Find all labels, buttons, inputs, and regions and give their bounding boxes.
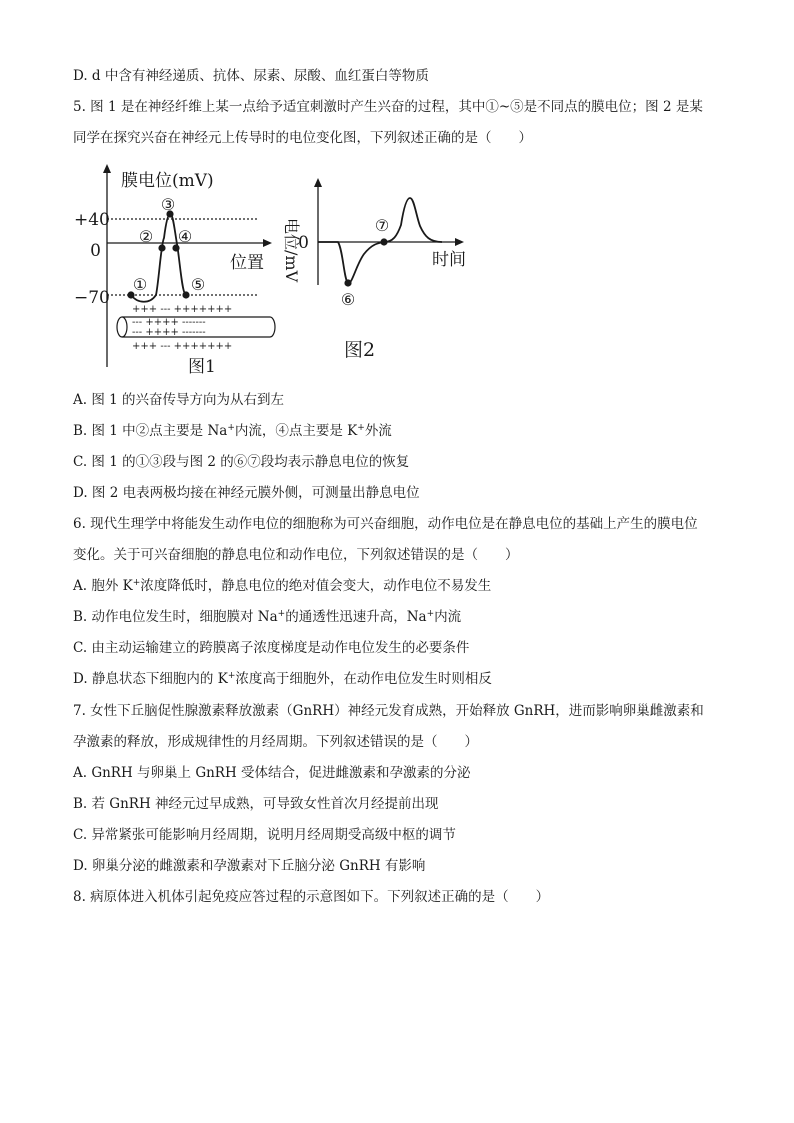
- q5-option-b-pre: B. 图 1 中②点主要是 Na: [73, 423, 228, 439]
- q5-option-b-mid: 内流，④点主要是 K: [234, 423, 358, 439]
- q5-stem-line1: 5. 图 1 是在神经纤维上某一点给予适宜刺激时产生兴奋的过程，其中①~⑤是不同点的膜电位；图 2 是某: [73, 99, 703, 115]
- q7-stem-line2: 孕激素的释放，形成规律性的月经周期。下列叙述错误的是（ ）: [73, 734, 478, 750]
- fig2-y-axis-label: 电位/mV: [282, 218, 301, 283]
- q6-stem-line1: 6. 现代生理学中将能发生动作电位的细胞称为可兴奋细胞，动作电位是在静息电位的基础上产生的膜电位: [73, 516, 698, 532]
- fig2-x-axis-label: 时间: [432, 250, 466, 270]
- q5-option-b: B. 图 1 中②点主要是 Na+内流，④点主要是 K+外流: [73, 423, 392, 439]
- figure-1: [70, 162, 290, 377]
- fig1-charges-inside-1: --- ++++ -------: [132, 317, 206, 328]
- q6-option-a: A. 胞外 K+浓度降低时，静息电位的绝对值会变大，动作电位不易发生: [73, 578, 492, 594]
- fig2-caption: 图2: [344, 339, 376, 361]
- fig2-point-7: ⑦: [374, 216, 390, 235]
- q5-option-d: D. 图 2 电表两极均接在神经元膜外侧，可测量出静息电位: [73, 485, 420, 501]
- fig1-charges-outside-bottom: +++ --- +++++++: [132, 341, 233, 352]
- q5-option-a: A. 图 1 的兴奋传导方向为从右到左: [73, 392, 285, 408]
- q6-option-b: B. 动作电位发生时，细胞膜对 Na+的通透性迅速升高，Na+内流: [73, 609, 462, 625]
- q5-stem-line2: 同学在探究兴奋在神经元上传导时的电位变化图，下列叙述正确的是（ ）: [73, 130, 532, 146]
- fig1-point-4: ④: [177, 227, 193, 246]
- q5-option-b-post: 外流: [364, 423, 392, 439]
- fig1-tick-plus40: +40: [74, 210, 110, 230]
- figure-2: [280, 170, 480, 370]
- q8-stem: 8. 病原体进入机体引起免疫应答过程的示意图如下。下列叙述正确的是（ ）: [73, 889, 550, 905]
- q6-option-d: D. 静息状态下细胞内的 K+浓度高于细胞外，在动作电位发生时则相反: [73, 671, 492, 687]
- q7-option-b: B. 若 GnRH 神经元过早成熟，可导致女性首次月经提前出现: [73, 796, 439, 812]
- q7-stem-line1: 7. 女性下丘脑促性腺激素释放激素（GnRH）神经元发育成熟，开始释放 GnRH，进而影响卵巢雌激素和: [73, 703, 704, 719]
- fig1-charges-outside-top: +++ --- +++++++: [132, 304, 233, 315]
- option-d-prev: D. d 中含有神经递质、抗体、尿素、尿酸、血红蛋白等物质: [73, 68, 429, 84]
- q6-stem-line2: 变化。关于可兴奋细胞的静息电位和动作电位，下列叙述错误的是（ ）: [73, 547, 519, 563]
- fig1-y-axis-label: 膜电位(mV): [121, 171, 214, 191]
- fig2-point-6: ⑥: [340, 290, 356, 309]
- fig1-caption: 图1: [188, 357, 216, 377]
- q7-option-c: C. 异常紧张可能影响月经周期，说明月经周期受高级中枢的调节: [73, 827, 456, 843]
- fig1-charges-inside-2: --- ++++ -------: [132, 327, 206, 338]
- q5-option-c: C. 图 1 的①③段与图 2 的⑥⑦段均表示静息电位的恢复: [73, 454, 410, 470]
- fig1-tick-0: 0: [90, 241, 101, 261]
- fig1-point-2: ②: [138, 227, 154, 246]
- fig2-tick-0: 0: [298, 233, 309, 253]
- q7-option-a: A. GnRH 与卵巢上 GnRH 受体结合，促进雌激素和孕激素的分泌: [73, 765, 471, 781]
- q6-option-c: C. 由主动运输建立的跨膜离子浓度梯度是动作电位发生的必要条件: [73, 640, 470, 656]
- fig1-point-1: ①: [132, 275, 148, 294]
- q7-option-d: D. 卵巢分泌的雌激素和孕激素对下丘脑分泌 GnRH 有影响: [73, 858, 426, 874]
- fig1-tick-minus70: −70: [74, 288, 110, 308]
- fig1-point-5: ⑤: [190, 275, 206, 294]
- fig1-x-axis-label: 位置: [230, 253, 264, 273]
- fig1-point-3: ③: [160, 195, 176, 214]
